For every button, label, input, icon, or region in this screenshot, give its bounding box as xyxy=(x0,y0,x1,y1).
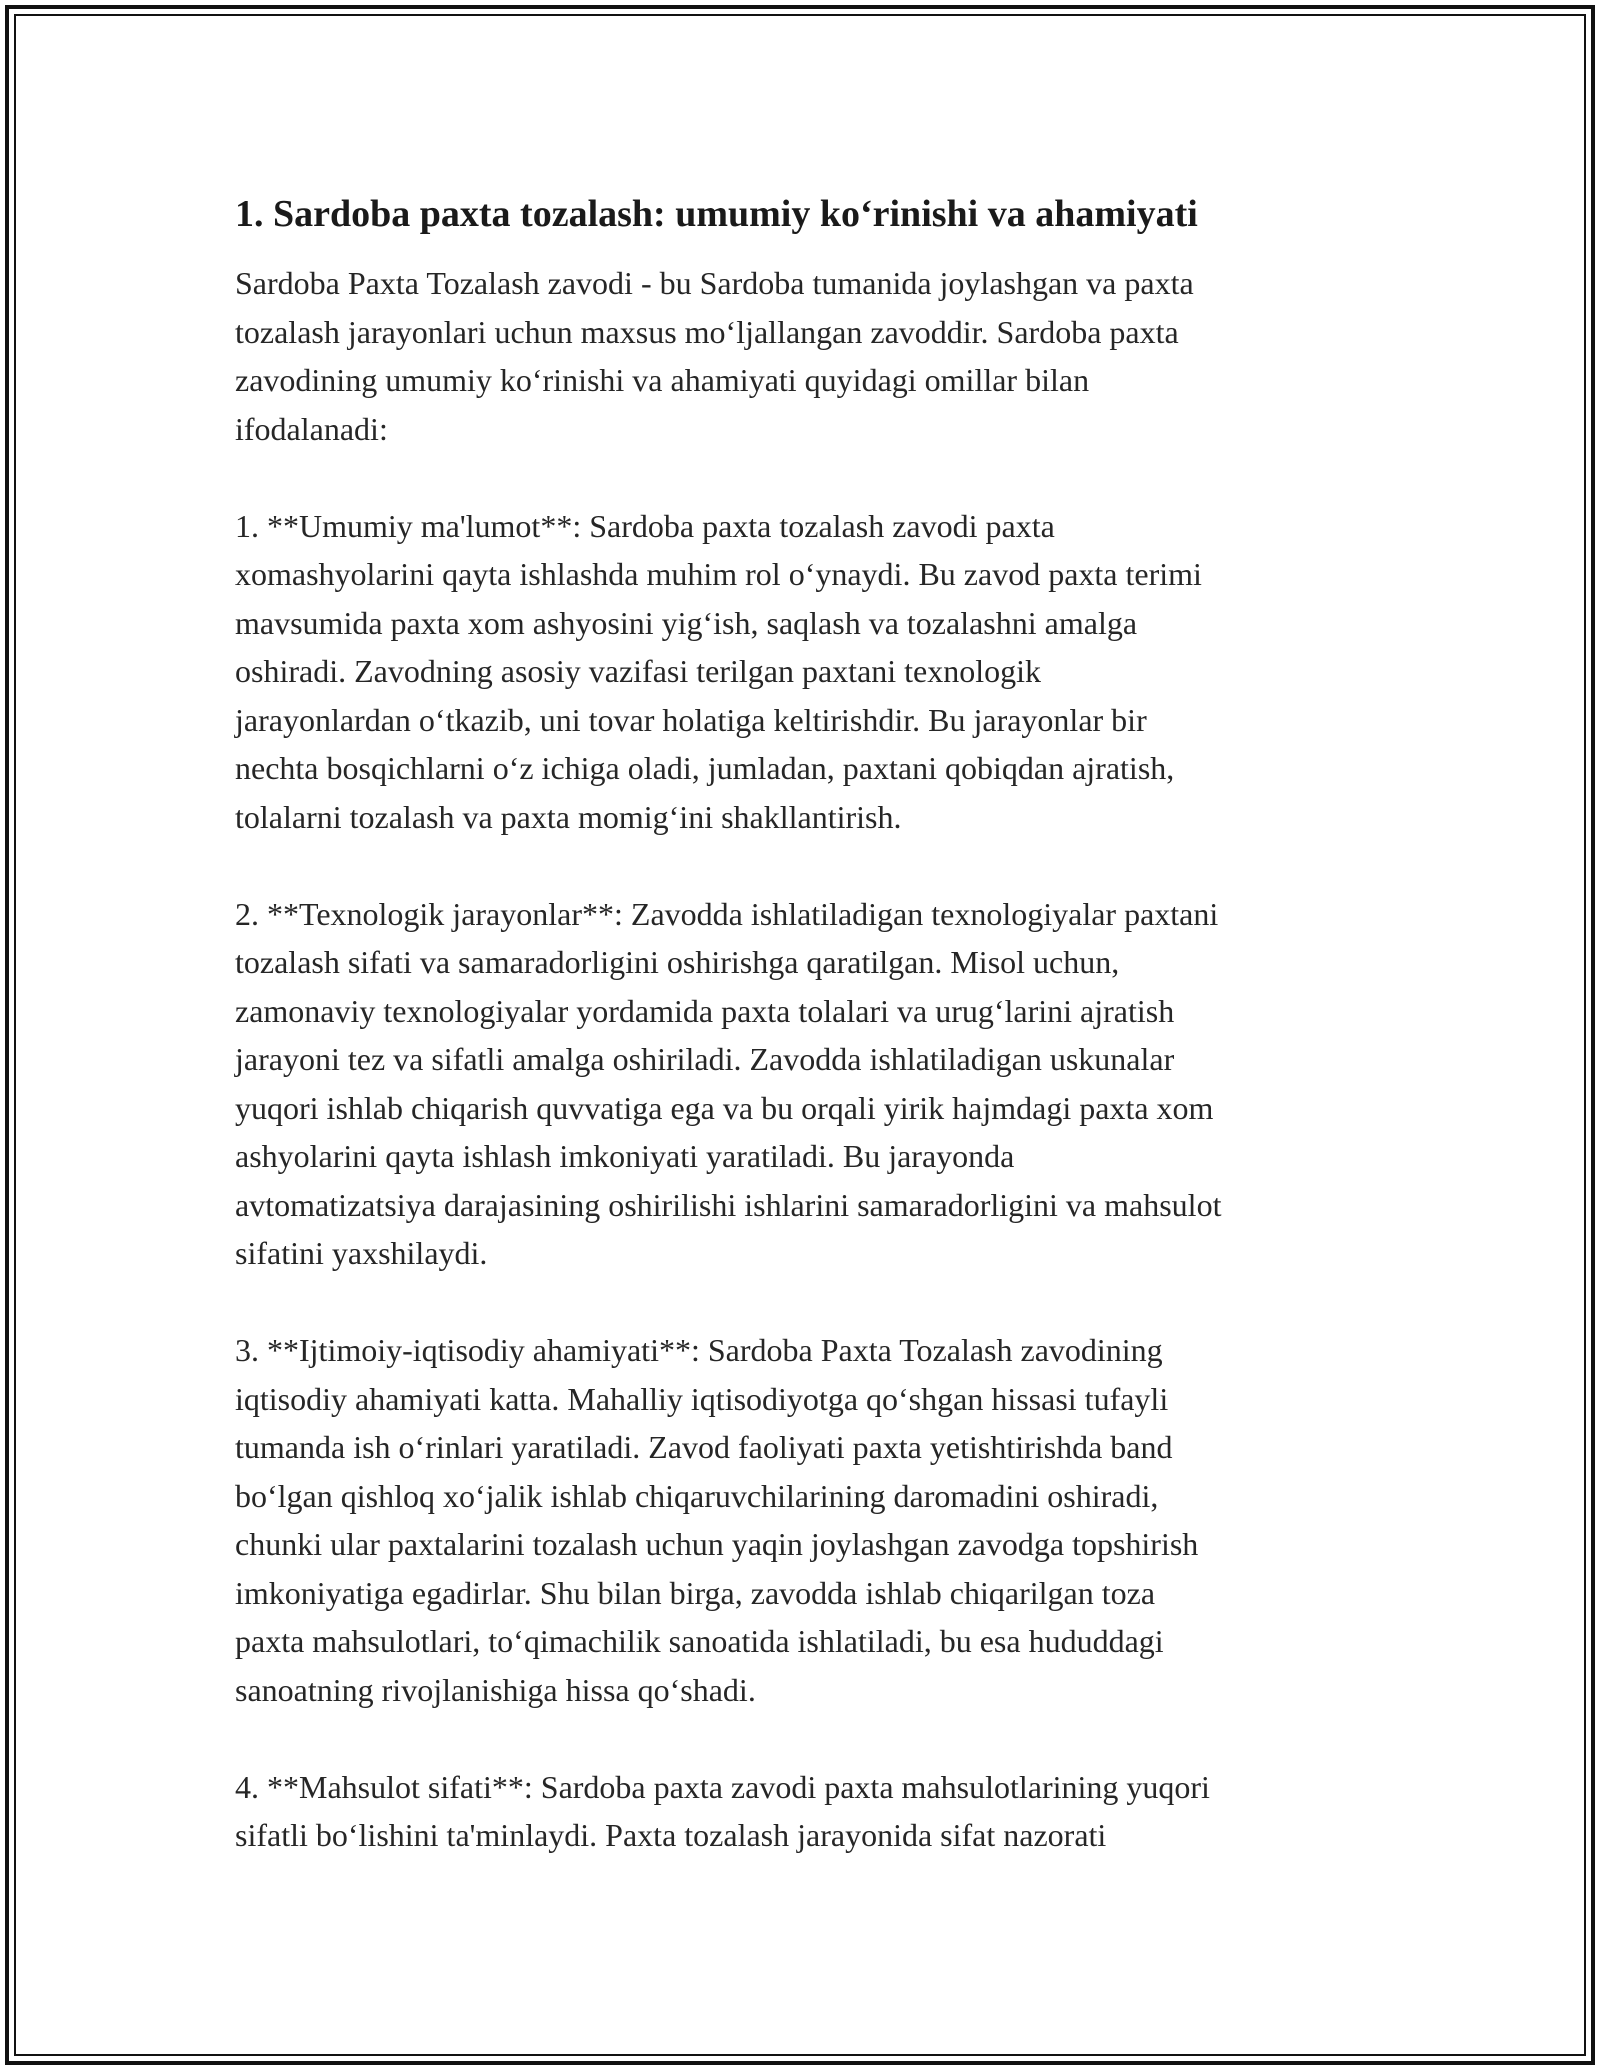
point-technology-paragraph: 2. **Texnologik jarayonlar**: Zavodda ishlatiladigan texnologiyalar paxtani tozalash sifati va samaradorligini oshirishga qaratilgan. Misol uchun, zamonaviy texnologiyalar yordamida paxta tolalari va urug‘larini ajratish jarayoni tez va sifatli amalga oshiriladi. Zavodda ishlatiladigan uskunalar yuqori ishlab chiqarish quvvatiga ega va bu orqali yirik hajmdagi paxta xom ashyolarini qayta ishlash imkoniyati yaratiladi. Bu jarayonda avtomatizatsiya darajasining oshirilishi ishlarini samaradorligini va mahsulot sifatini yaxshilaydi. xyxy=(235,895,1222,1271)
point-socioeconomic-paragraph: 3. **Ijtimoiy-iqtisodiy ahamiyati**: Sardoba Paxta Tozalash zavodining iqtisodiy ahamiyati katta. Mahalliy iqtisodiyotga qo‘shgan hissasi tufayli tumanda ish o‘rinlari yaratiladi. Zavod faoliyati paxta yetishtirishda band bo‘lgan qishloq xo‘jalik ishlab chiqaruvchilarining daromadini oshiradi, chunki ular paxtalarini tozalash uchun yaqin joylashgan zavodga topshirish imkoniyatiga egadirlar. Shu bilan birga, zavodda ishlab chiqarilgan toza paxta mahsulotlari, to‘qimachilik sanoatida ishlatiladi, bu esa hududdagi sanoatning rivojlanishiga hissa qo‘shadi. xyxy=(235,1332,1199,1708)
document-body xyxy=(235,186,1385,1860)
point-general-info-paragraph: 1. **Umumiy ma'lumot**: Sardoba paxta tozalash zavodi paxta xomashyolarini qayta ishlashda muhim rol o‘ynaydi. Bu zavod paxta terimi mavsumida paxta xom ashyosini yig‘ish, saqlash va tozalashni amalga oshiradi. Zavodning asosiy vazifasi terilgan paxtani texnologik jarayonlardan o‘tkazib, uni tovar holatiga keltirishdir. Bu jarayonlar bir nechta bosqichlarni o‘z ichiga oladi, jumladan, paxtani qobiqdan ajratish, tolalarni tozalash va paxta momig‘ini shakllantirish. xyxy=(235,507,1202,835)
section-heading: 1. Sardoba paxta tozalash: umumiy ko‘rinishi va ahamiyati xyxy=(235,193,1198,235)
intro-paragraph: Sardoba Paxta Tozalash zavodi - bu Sardoba tumanida joylashgan va paxta tozalash jarayonlari uchun maxsus mo‘ljallangan zavoddir. Sardoba paxta zavodining umumiy ko‘rinishi va ahamiyati quyidagi omillar bilan ifodalanadi: xyxy=(235,265,1194,447)
point-product-quality-paragraph: 4. **Mahsulot sifati**: Sardoba paxta zavodi paxta mahsulotlarining yuqori sifatli bo‘lishini ta'minlaydi. Paxta tozalash jarayonida sifat nazorati xyxy=(235,1768,1210,1853)
